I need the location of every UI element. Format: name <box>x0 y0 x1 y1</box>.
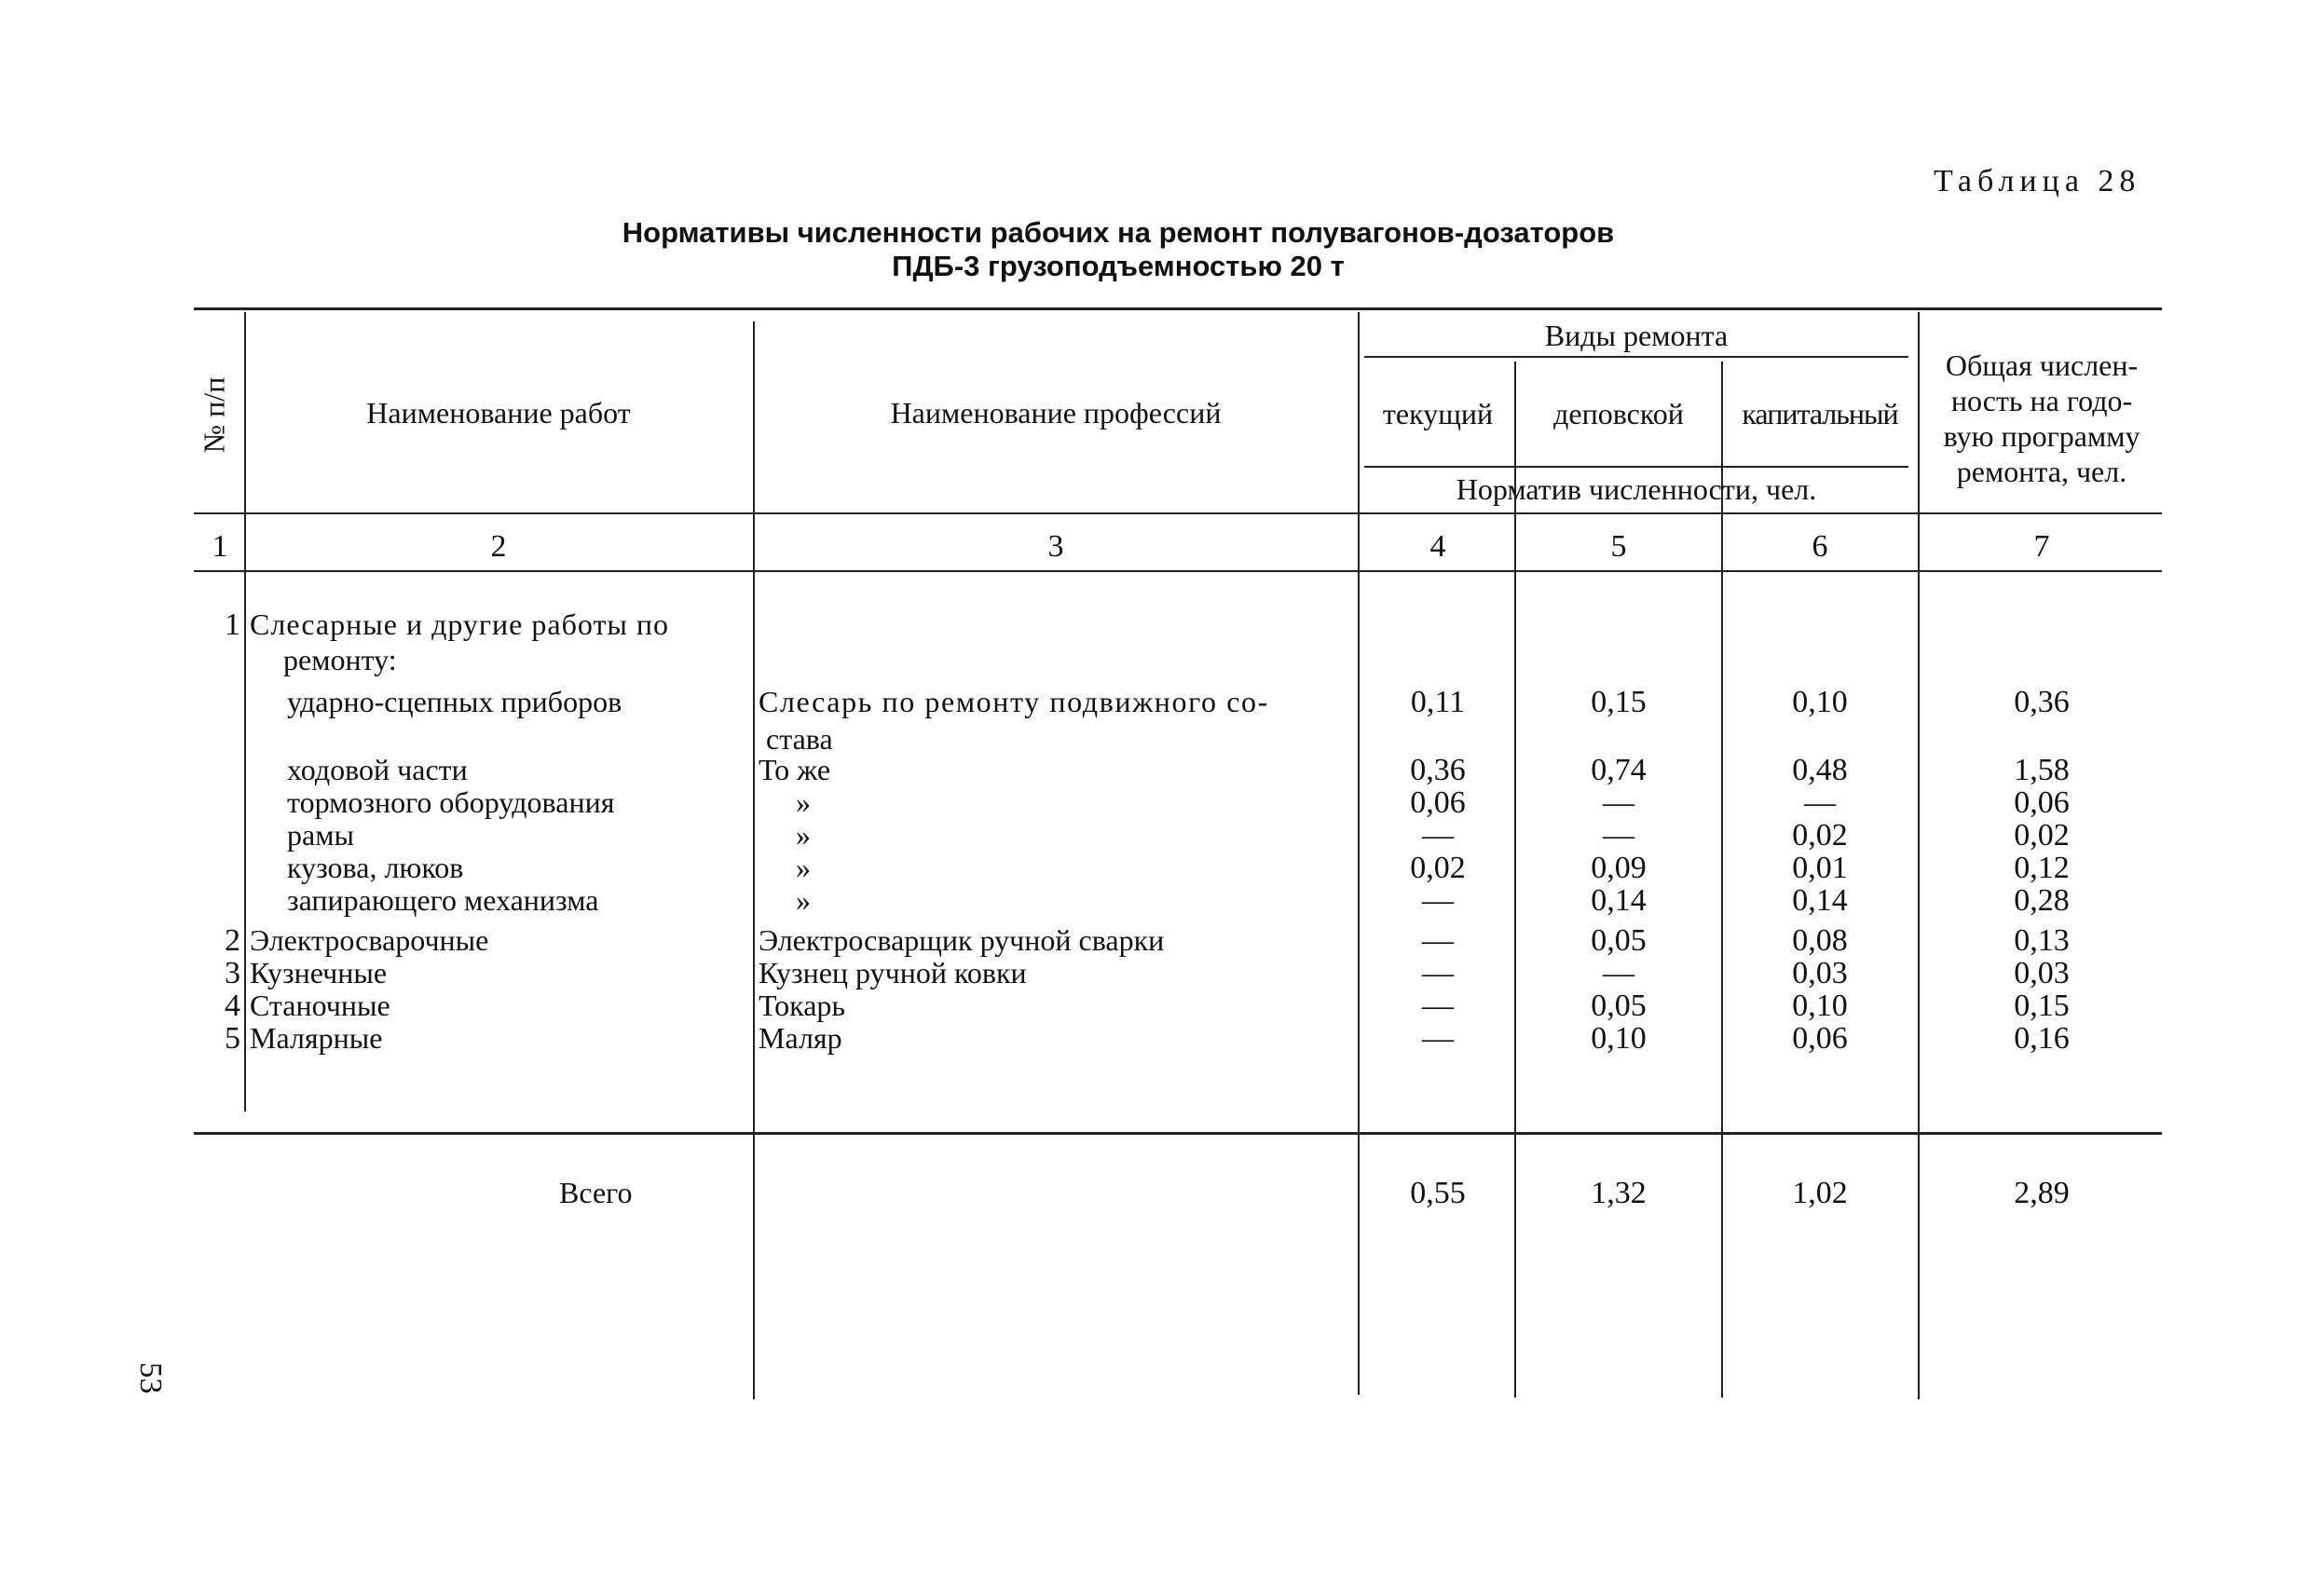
row-current: — <box>1422 1021 1454 1056</box>
table-label: Таблица 28 <box>1934 164 2141 198</box>
row-capital: 0,01 <box>1792 851 1848 885</box>
row-current: — <box>1422 956 1454 990</box>
row-work: запирающего механизма <box>287 883 599 917</box>
header-repair-types: Виды ремонта <box>1544 319 1729 352</box>
row-total: 0,03 <box>2014 956 2070 990</box>
row-capital: 0,10 <box>1792 989 1848 1023</box>
row-work: ремонту: <box>283 643 397 676</box>
total-label: Всего <box>559 1176 633 1209</box>
table-title-line2: ПДБ-3 грузоподъемностью 20 т <box>892 250 1345 282</box>
col-number: 7 <box>2033 529 2050 564</box>
row-current: — <box>1422 989 1454 1023</box>
header-depot: деповской <box>1553 397 1684 430</box>
row-depot: 0,05 <box>1591 989 1647 1023</box>
table-title-line1: Нормативы численности рабочих на ремонт полувагонов-дозаторов <box>622 216 1615 249</box>
row-total: 0,36 <box>2014 685 2070 719</box>
row-profession: Слесарь по ремонту подвижного со- <box>759 685 1269 718</box>
header-total-2: ность на годо- <box>1950 384 2133 417</box>
row-capital: 0,08 <box>1792 923 1848 958</box>
row-capital: 0,03 <box>1792 956 1848 990</box>
col-divider-4 <box>1514 361 1516 1398</box>
col-number: 3 <box>1047 529 1064 564</box>
row-depot: 0,14 <box>1591 883 1647 918</box>
row-total: 0,16 <box>2014 1021 2070 1056</box>
header-total-3: вую программу <box>1943 419 2140 453</box>
row-number: 4 <box>225 989 240 1023</box>
row-work: Малярные <box>250 1021 383 1055</box>
row-current: 0,02 <box>1410 851 1466 885</box>
row-capital: — <box>1804 785 1836 820</box>
row-total: 0,13 <box>2014 923 2070 958</box>
row-work: рамы <box>287 818 354 852</box>
row-capital: 0,10 <box>1792 685 1848 719</box>
row-work: ходовой части <box>287 753 468 786</box>
col-number: 4 <box>1429 529 1446 564</box>
row-current: 0,36 <box>1410 753 1466 787</box>
header-work: Наименование работ <box>366 396 631 430</box>
row-current: 0,06 <box>1410 785 1466 820</box>
header-total-4: ремонта, чел. <box>1956 455 2127 488</box>
col-divider-2 <box>753 321 755 1399</box>
header-capital: капитальный <box>1742 397 1898 430</box>
row-capital: 0,02 <box>1792 818 1848 853</box>
row-work: Станочные <box>250 989 390 1022</box>
row-total: 0,28 <box>2014 883 2070 918</box>
row-work: Слесарные и другие работы по <box>250 607 670 641</box>
row-depot: 0,10 <box>1591 1021 1647 1056</box>
row-capital: 0,14 <box>1792 883 1848 918</box>
col-number: 2 <box>490 529 507 564</box>
row-profession: » <box>796 883 811 917</box>
row-capital: 0,06 <box>1792 1021 1848 1056</box>
row-number: 5 <box>225 1021 240 1056</box>
rule-body-bottom <box>194 1132 2162 1135</box>
header-total-1: Общая числен- <box>1945 348 2139 382</box>
row-depot: — <box>1603 818 1634 853</box>
col-divider-1 <box>244 312 246 1112</box>
row-number: 2 <box>225 923 240 958</box>
total-capital: 1,02 <box>1792 1176 1848 1210</box>
row-profession: става <box>766 722 833 756</box>
col-number: 5 <box>1610 529 1627 564</box>
row-depot: 0,74 <box>1591 753 1647 787</box>
col-number: 1 <box>212 529 228 564</box>
row-current: 0,11 <box>1410 685 1466 719</box>
row-current: — <box>1422 923 1454 958</box>
rule-norm <box>1364 466 1908 468</box>
total-depot: 1,32 <box>1591 1176 1647 1210</box>
row-profession: Токарь <box>759 989 845 1022</box>
total-current: 0,55 <box>1410 1176 1466 1210</box>
header-num: № п/п <box>197 376 231 454</box>
row-profession: То же <box>759 753 831 786</box>
row-depot: 0,09 <box>1591 851 1647 885</box>
row-work: тормозного оборудования <box>287 785 615 819</box>
header-current: текущий <box>1382 397 1494 430</box>
row-profession: » <box>796 851 811 884</box>
row-profession: Кузнец ручной ковки <box>759 956 1027 989</box>
row-work: кузова, люков <box>287 851 464 884</box>
row-capital: 0,48 <box>1792 753 1848 787</box>
row-total: 0,02 <box>2014 818 2070 853</box>
col-divider-6 <box>1918 312 1920 1399</box>
row-current: — <box>1422 883 1454 918</box>
col-divider-3 <box>1358 312 1360 1395</box>
page-number: 53 <box>133 1362 168 1394</box>
total-overall: 2,89 <box>2014 1176 2070 1210</box>
rule-header-bottom <box>194 512 2162 514</box>
col-number: 6 <box>1812 529 1828 564</box>
row-profession: » <box>796 785 811 819</box>
row-profession: » <box>796 818 811 852</box>
row-total: 1,58 <box>2014 753 2070 787</box>
row-work: Кузнечные <box>250 956 388 989</box>
row-work: ударно-сцепных приборов <box>287 685 622 718</box>
row-depot: 0,15 <box>1591 685 1647 719</box>
row-profession: Маляр <box>759 1021 842 1055</box>
row-number: 3 <box>225 956 240 990</box>
row-depot: 0,05 <box>1591 923 1647 958</box>
header-profession: Наименование профессий <box>890 396 1222 430</box>
row-total: 0,12 <box>2014 851 2070 885</box>
row-depot: — <box>1603 956 1634 990</box>
row-work: Электросварочные <box>250 923 489 957</box>
row-number: 1 <box>225 607 240 642</box>
col-divider-5 <box>1721 361 1723 1398</box>
rule-repair-types <box>1364 356 1908 358</box>
header-norm: Норматив численности, чел. <box>1456 472 1817 506</box>
row-depot: — <box>1603 785 1634 820</box>
rule-top <box>194 307 2162 310</box>
rule-numbers-bottom <box>194 570 2162 572</box>
row-total: 0,06 <box>2014 785 2070 820</box>
row-total: 0,15 <box>2014 989 2070 1023</box>
row-current: — <box>1422 818 1454 853</box>
row-profession: Электросварщик ручной сварки <box>759 923 1165 957</box>
